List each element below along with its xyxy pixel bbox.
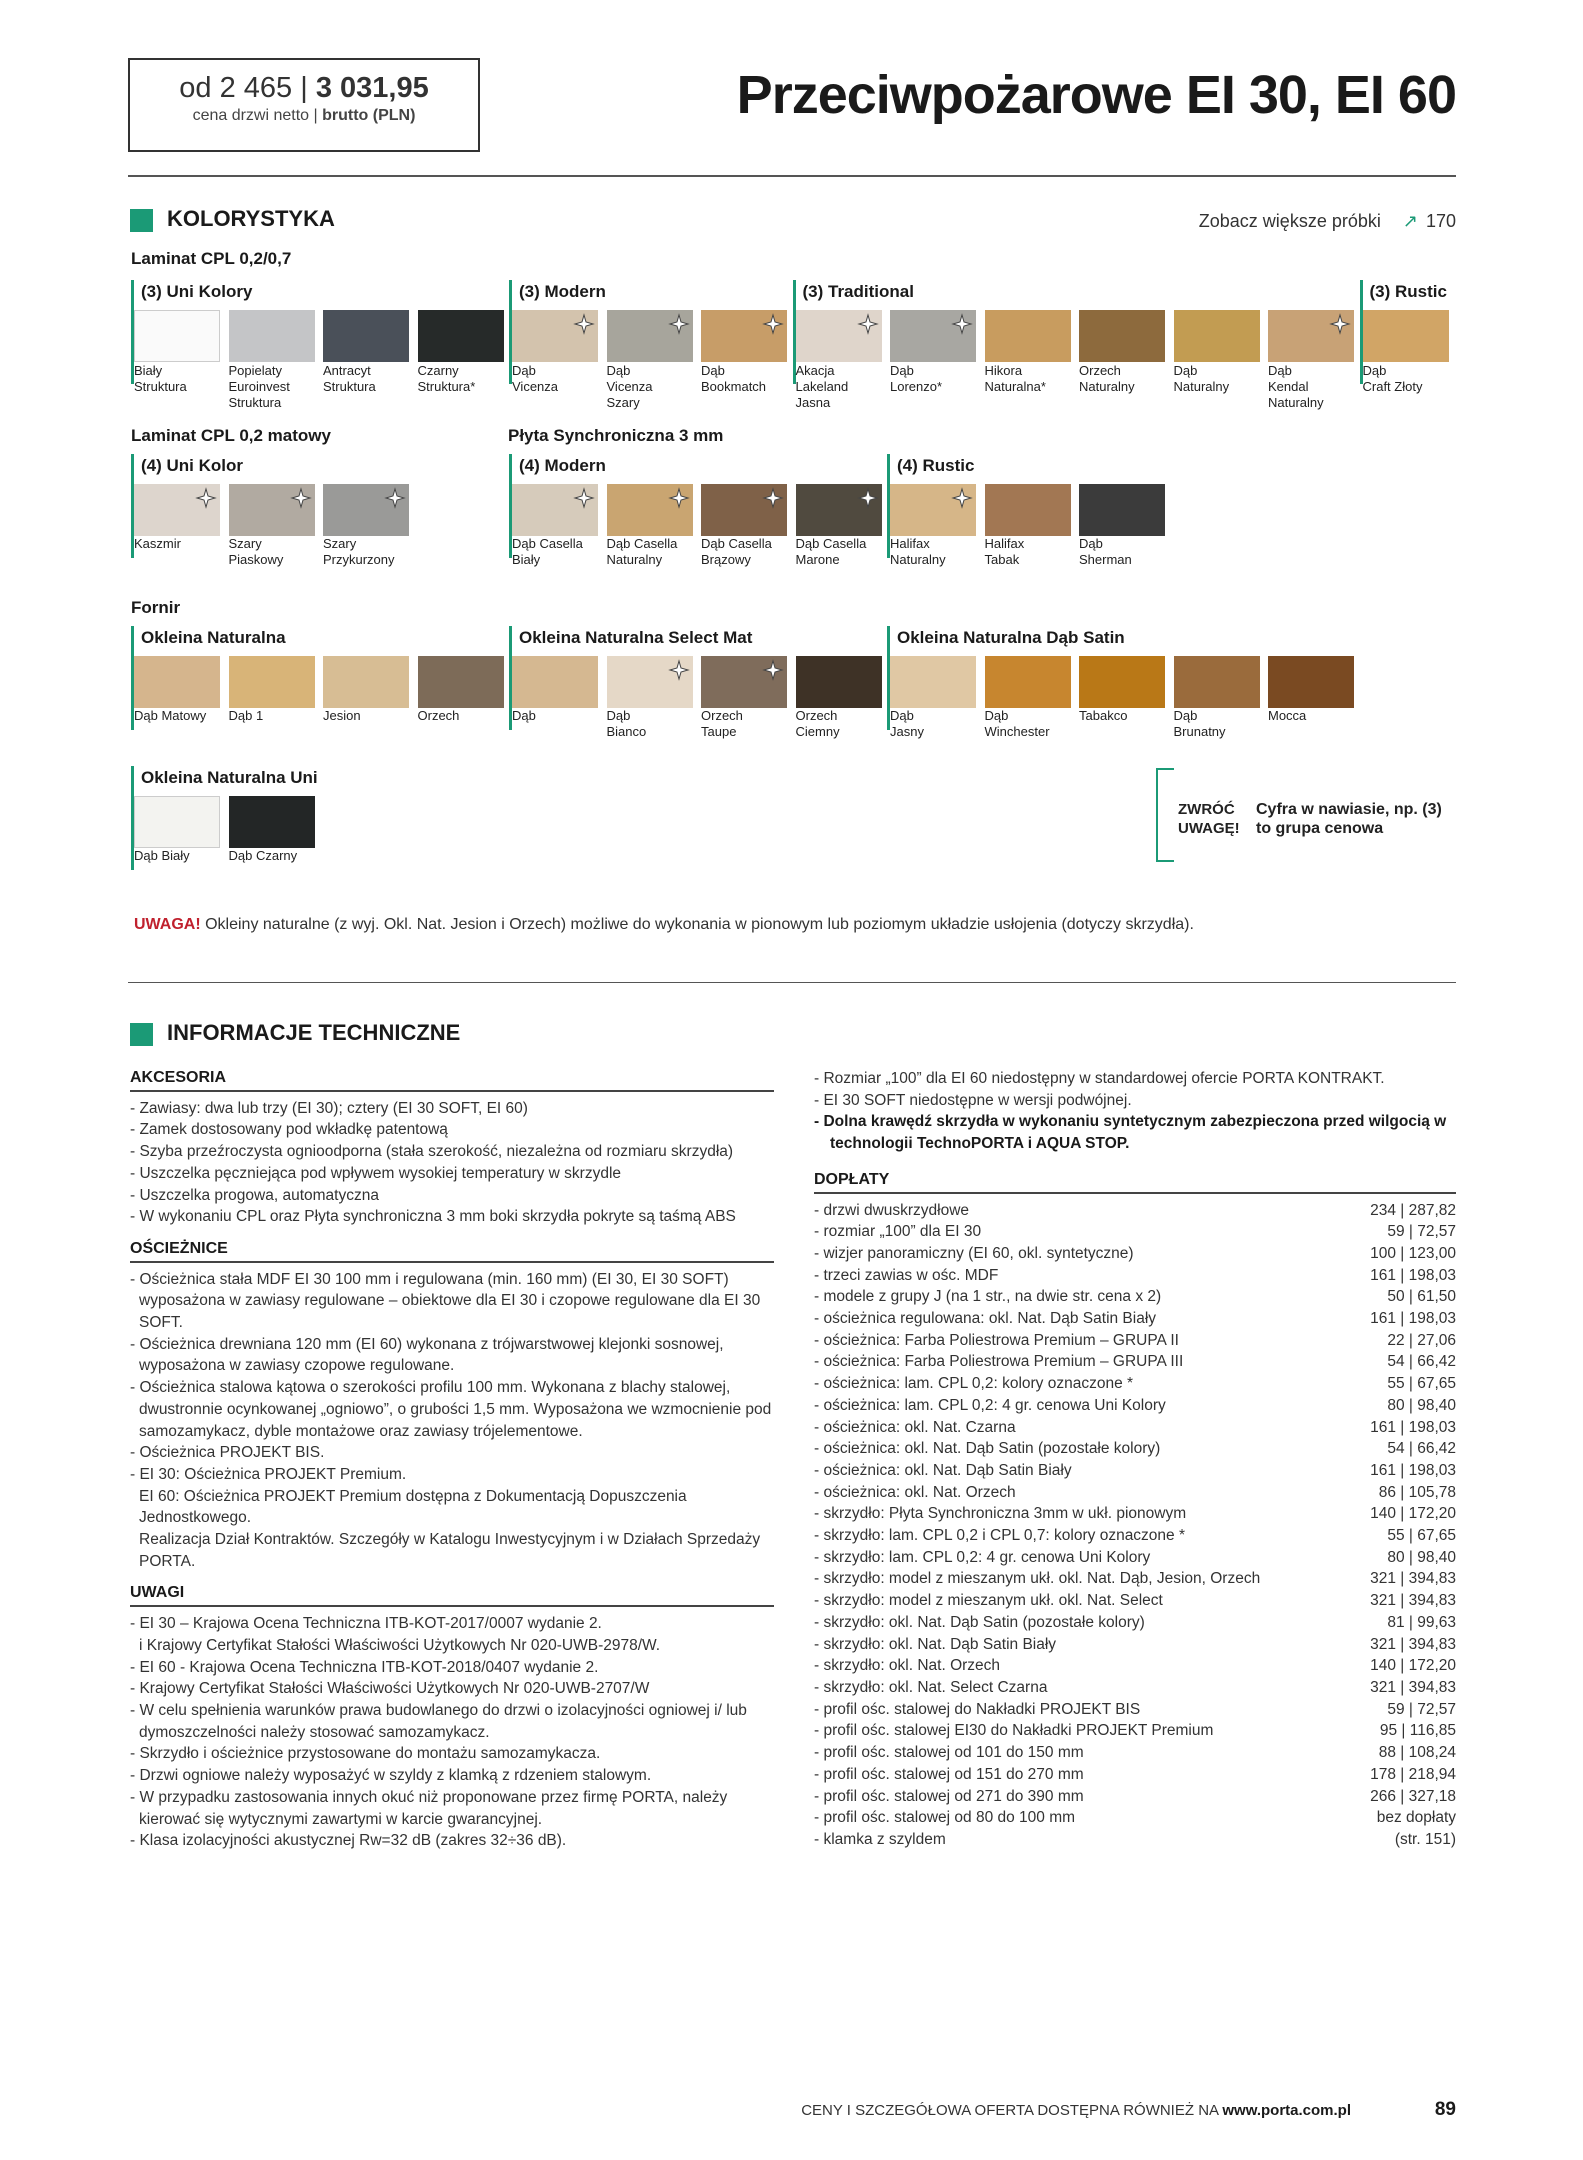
- laminat-matowy-title: Laminat CPL 0,2 matowy: [131, 426, 331, 445]
- swatch-label: Orzech Taupe: [701, 708, 743, 739]
- note-warning: ZWRÓĆ UWAGĘ!: [1178, 801, 1240, 837]
- surcharge-value: 140 | 172,20: [1370, 1505, 1456, 1523]
- warning-label: UWAGA!: [134, 916, 201, 933]
- swatch-label: Dąb Lorenzo*: [890, 363, 943, 394]
- surcharge-label: - profil ośc. stalowej od 151 do 270 mm: [814, 1765, 1084, 1783]
- table-row: [814, 1482, 1456, 1504]
- surcharge-label: - skrzydło: okl. Nat. Dąb Satin (pozostałe kolory): [814, 1613, 1145, 1631]
- color-swatch[interactable]: [701, 656, 787, 708]
- surcharge-value: 81 | 99,63: [1387, 1613, 1456, 1631]
- swatch-group-title: (3) Traditional: [802, 282, 914, 301]
- page-title: Przeciwpożarowe EI 30, EI 60: [736, 65, 1456, 125]
- tech-heading-text: INFORMACJE TECHNICZNE: [167, 1020, 461, 1045]
- surcharge-value: 140 | 172,20: [1370, 1657, 1456, 1675]
- swatch-label: Dąb Casella Brązowy: [701, 536, 772, 567]
- swatch-label: Dąb Jasny: [890, 708, 924, 739]
- swatch-label: Szary Piaskowy: [228, 536, 284, 567]
- surcharge-label: - ościeżnica: lam. CPL 0,2: 4 gr. cenowa Uni Kolory: [814, 1396, 1166, 1414]
- table-row: [814, 1395, 1456, 1417]
- color-swatch[interactable]: [1174, 656, 1260, 708]
- right-notes: [814, 1068, 1456, 1111]
- oscieznice-list: [130, 1269, 774, 1573]
- tech-right-column: [814, 1068, 1456, 1851]
- table-row: [814, 1417, 1456, 1439]
- list-item: - Szyba przeźroczysta ognioodporna (stała szerokość, niezależna od rozmiaru skrzydła): [130, 1143, 734, 1161]
- swatch-label: Akacja Lakeland Jasna: [795, 363, 849, 410]
- sparkle-icon: [573, 313, 595, 335]
- swatch-label: Orzech: [417, 708, 460, 723]
- swatch-label: Mocca: [1268, 708, 1307, 723]
- color-swatch[interactable]: [418, 656, 504, 708]
- swatch-group-title: (3) Uni Kolory: [141, 282, 253, 301]
- surcharge-label: - modele z grupy J (na 1 str., na dwie str. cena x 2): [814, 1288, 1162, 1306]
- table-row: [814, 1612, 1456, 1634]
- surcharge-label: - profil ośc. stalowej od 271 do 390 mm: [814, 1787, 1084, 1805]
- surcharge-label: - profil ośc. stalowej od 101 do 150 mm: [814, 1744, 1084, 1762]
- price-brutto: 3 031,95: [315, 72, 429, 104]
- surcharge-value: 161 | 198,03: [1370, 1418, 1456, 1436]
- price-sub-netto: cena drzwi netto: [192, 107, 310, 124]
- swatch-label: Tabakco: [1079, 708, 1128, 723]
- table-row: [814, 1503, 1456, 1525]
- sparkle-icon: [668, 313, 690, 335]
- swatch-label: Halifax Tabak: [984, 536, 1025, 567]
- swatch-label: Antracyt Struktura: [323, 363, 376, 394]
- table-row: [814, 1351, 1456, 1373]
- swatch-group-title: (3) Modern: [519, 282, 606, 301]
- swatch-label: Biały Struktura: [134, 363, 187, 394]
- color-swatch[interactable]: [607, 310, 693, 362]
- sparkle-icon: [668, 659, 690, 681]
- surcharge-value: 80 | 98,40: [1387, 1548, 1456, 1566]
- color-swatch[interactable]: [701, 310, 787, 362]
- swatch-label: Dąb Bookmatch: [701, 363, 767, 394]
- sparkle-icon: [573, 487, 595, 509]
- surcharge-value: 88 | 108,24: [1378, 1744, 1456, 1762]
- swatch-label: Dąb Bianco: [606, 708, 647, 739]
- kolorystyka-heading-text: KOLORYSTYKA: [167, 206, 335, 231]
- akcesoria-list: [130, 1098, 774, 1228]
- plyta-title: Płyta Synchroniczna 3 mm: [508, 426, 724, 445]
- surcharge-label: - drzwi dwuskrzydłowe: [814, 1201, 970, 1219]
- color-swatch[interactable]: [134, 656, 220, 708]
- surcharge-value: 321 | 394,83: [1370, 1592, 1456, 1610]
- tech-heading: [130, 1020, 460, 1046]
- list-item: - W wykonaniu CPL oraz Płyta synchroniczna 3 mm boki skrzydła pokryte są taśmą ABS: [130, 1208, 736, 1226]
- table-row: [814, 1829, 1456, 1851]
- swatch-label: Dąb Craft Złoty: [1362, 363, 1423, 394]
- surcharge-label: - wizjer panoramiczny (EI 60, okl. syntetyczne): [814, 1244, 1134, 1262]
- color-swatch[interactable]: [701, 484, 787, 536]
- surcharge-value: 54 | 66,42: [1387, 1440, 1456, 1458]
- note-bracket: [1156, 768, 1174, 862]
- surcharge-label: - rozmiar „100” dla EI 30: [814, 1223, 982, 1241]
- color-swatch[interactable]: [890, 656, 976, 708]
- oscieznice-heading: OŚCIEŻNICE: [130, 1238, 774, 1263]
- swatch-label: Dąb Casella Marone: [795, 536, 867, 567]
- swatch-label: Dąb Brunatny: [1173, 708, 1226, 739]
- list-item: - EI 30 SOFT niedostępne w wersji podwójnej.: [814, 1091, 1132, 1109]
- bottom-edge-note: [814, 1111, 1456, 1154]
- swatch-group-title: (4) Modern: [519, 456, 606, 475]
- swatch-label: Dąb Biały: [134, 848, 190, 863]
- list-item: - Ościeżnica stała MDF EI 30 100 mm i regulowana (min. 160 mm) (EI 30, EI 30 SOFT) wyposażona w zawiasy regulowane – obiektowe dla EI 30 i czopowe regulowane dla EI 30 SOFT.: [130, 1270, 761, 1332]
- table-row: [814, 1438, 1456, 1460]
- swatch-label: Dąb Czarny: [228, 848, 298, 863]
- middle-divider: [128, 982, 1456, 983]
- color-swatch[interactable]: [1174, 310, 1260, 362]
- color-swatch[interactable]: [1268, 310, 1354, 362]
- color-swatch[interactable]: [323, 656, 409, 708]
- list-item: - Drzwi ogniowe należy wyposażyć w szyldy z klamką z rdzeniem stalowym.: [130, 1767, 652, 1785]
- list-item: Realizacja Dział Kontraktów. Szczegóły w Katalogu Inwestycyjnym i w Działach Sprzedaży PORTA.: [139, 1531, 761, 1570]
- sparkle-icon: [951, 313, 973, 335]
- color-swatch[interactable]: [607, 656, 693, 708]
- table-row: [814, 1764, 1456, 1786]
- list-item: - EI 60 - Krajowa Ocena Techniczna ITB-KOT-2018/0407 wydanie 2.: [130, 1658, 599, 1676]
- footer-text: [801, 2102, 1351, 2119]
- list-item: - Zamek dostosowany pod wkładkę patentową: [130, 1121, 448, 1139]
- color-swatch[interactable]: [229, 484, 315, 536]
- color-swatch[interactable]: [607, 484, 693, 536]
- swatch-label: Hikora Naturalna*: [984, 363, 1046, 394]
- color-swatch[interactable]: [512, 656, 598, 708]
- veneer-warning: [134, 916, 1194, 934]
- color-swatch[interactable]: [512, 310, 598, 362]
- table-row: [814, 1308, 1456, 1330]
- swatch-label: Halifax Naturalny: [890, 536, 946, 567]
- swatch-label: Dąb Vicenza: [512, 363, 559, 394]
- swatch-label: Czarny Struktura*: [417, 363, 476, 394]
- color-swatch[interactable]: [985, 484, 1071, 536]
- surcharge-value: bez dopłaty: [1376, 1809, 1456, 1827]
- table-row: [814, 1525, 1456, 1547]
- swatch-label: Dąb Vicenza Szary: [606, 363, 653, 410]
- sparkle-icon: [290, 487, 312, 509]
- table-row: [814, 1330, 1456, 1352]
- swatch-label: Orzech Naturalny: [1079, 363, 1135, 394]
- swatch-label: Dąb: [512, 708, 536, 723]
- color-swatch[interactable]: [134, 484, 220, 536]
- surcharge-label: - skrzydło: okl. Nat. Dąb Satin Biały: [814, 1635, 1057, 1653]
- surcharge-value: 54 | 66,42: [1387, 1353, 1456, 1371]
- list-item: - Skrzydło i ościeżnice przystosowane do montażu samozamykacza.: [130, 1745, 601, 1763]
- surcharge-label: - ościeżnica: lam. CPL 0,2: kolory oznaczone *: [814, 1375, 1134, 1393]
- swatch-label: Dąb Winchester: [984, 708, 1050, 739]
- swatch-label: Jesion: [323, 708, 361, 723]
- swatch-label: Dąb 1: [228, 708, 264, 723]
- swatch-group-title: (4) Rustic: [897, 456, 975, 475]
- laminat-cpl-title: Laminat CPL 0,2/0,7: [131, 249, 292, 268]
- surcharge-value: 161 | 198,03: [1370, 1266, 1456, 1284]
- uwagi-heading: UWAGI: [130, 1582, 774, 1607]
- table-row: [814, 1786, 1456, 1808]
- list-item: - Rozmiar „100” dla EI 60 niedostępny w standardowej ofercie PORTA KONTRAKT.: [814, 1070, 1385, 1087]
- more-samples-label: Zobacz większe próbki: [1198, 211, 1381, 231]
- fornir-title: Fornir: [131, 598, 181, 617]
- sparkle-icon: [1329, 313, 1351, 335]
- table-row: [814, 1655, 1456, 1677]
- list-item: EI 60: Ościeżnica PROJEKT Premium dostępna z Dokumentacją Dopuszczenia Jednostkowego.: [139, 1487, 687, 1527]
- color-swatch[interactable]: [134, 310, 220, 362]
- sparkle-icon: [668, 487, 690, 509]
- color-swatch[interactable]: [1079, 656, 1165, 708]
- swatch-label: Orzech Ciemny: [795, 708, 840, 739]
- doplaty-heading: DOPŁATY: [814, 1169, 1456, 1194]
- list-item: - Klasa izolacyjności akustycznej Rw=32 dB (zakres 32÷36 dB).: [130, 1832, 567, 1850]
- warning-text: Okleiny naturalne (z wyj. Okl. Nat. Jesion i Orzech) możliwe do wykonania w pionowym lub poziomym układzie usłojenia (dotyczy skrzydła).: [200, 916, 1194, 933]
- color-swatch[interactable]: [229, 656, 315, 708]
- surcharge-label: - klamka z szyldem: [814, 1830, 946, 1848]
- section-marker: [130, 1023, 153, 1046]
- page-number: 89: [1434, 2099, 1456, 2120]
- surcharge-value: 55 | 67,65: [1387, 1375, 1456, 1393]
- surcharge-value: 234 | 287,82: [1370, 1201, 1456, 1219]
- surcharge-value: 50 | 61,50: [1387, 1288, 1456, 1306]
- table-row: [814, 1720, 1456, 1742]
- sparkle-icon: [384, 487, 406, 509]
- surcharge-label: - skrzydło: model z mieszanym ukł. okl. Nat. Dąb, Jesion, Orzech: [814, 1570, 1261, 1588]
- surcharge-label: - profil ośc. stalowej od 80 do 100 mm: [814, 1809, 1076, 1827]
- more-samples-page: 170: [1425, 211, 1456, 231]
- swatch-label: Szary Przykurzony: [323, 536, 395, 567]
- surcharge-value: (str. 151): [1394, 1830, 1456, 1848]
- list-item: - EI 30: Ościeżnica PROJEKT Premium.: [130, 1465, 407, 1483]
- sparkle-icon: [195, 487, 217, 509]
- sparkle-icon: [762, 659, 784, 681]
- table-row: [814, 1742, 1456, 1764]
- swatch-label: Dąb Naturalny: [1173, 363, 1230, 394]
- surcharge-value: 55 | 67,65: [1387, 1527, 1456, 1545]
- table-row: [814, 1677, 1456, 1699]
- table-row: [814, 1590, 1456, 1612]
- color-swatch[interactable]: [229, 796, 315, 848]
- color-swatch[interactable]: [985, 656, 1071, 708]
- list-item: - Ościeżnica PROJEKT BIS.: [130, 1444, 325, 1462]
- surcharge-value: 95 | 116,85: [1379, 1722, 1456, 1740]
- surcharge-label: - ościeżnica: okl. Nat. Dąb Satin Biały: [814, 1461, 1072, 1479]
- surcharge-label: - profil ośc. stalowej do Nakładki PROJEKT BIS: [814, 1700, 1141, 1718]
- color-swatch[interactable]: [796, 484, 882, 536]
- price-netto: od 2 465: [179, 72, 293, 104]
- surcharge-label: - ościeżnica: Farba Poliestrowa Premium – GRUPA II: [814, 1331, 1179, 1349]
- color-swatch[interactable]: [890, 484, 976, 536]
- table-row: [814, 1243, 1456, 1265]
- note-text: Cyfra w nawiasie, np. (3) to grupa cenowa: [1256, 801, 1442, 837]
- bottom-edge-dash: -: [814, 1113, 824, 1131]
- surcharge-value: 178 | 218,94: [1370, 1765, 1456, 1783]
- footer-link[interactable]: www.porta.com.pl: [1222, 2102, 1351, 2119]
- color-swatch[interactable]: [1079, 310, 1165, 362]
- color-swatch[interactable]: [796, 656, 882, 708]
- list-item: - Ościeżnica drewniana 120 mm (EI 60) wykonana z trójwarstwowej klejonki sosnowej, wyposażona w zawiasy czopowe regulowane.: [130, 1335, 724, 1375]
- price-subtitle: cena drzwi netto | brutto (PLN): [192, 107, 416, 124]
- surcharge-value: 22 | 27,06: [1387, 1331, 1456, 1349]
- table-row: [814, 1568, 1456, 1590]
- color-swatch[interactable]: [796, 310, 882, 362]
- surcharge-value: 100 | 123,00: [1370, 1244, 1456, 1262]
- bottom-edge-text: Dolna krawędź skrzydła w wykonaniu syntetycznym zabezpieczona przed wilgocią w technologii TechnoPORTA i AQUA STOP.: [823, 1113, 1447, 1153]
- surcharge-value: 86 | 105,78: [1378, 1483, 1456, 1501]
- list-item: - Ościeżnica stalowa kątowa o szerokości profilu 100 mm. Wykonana z blachy stalowej, dwustronnie ocynkowanej „ogniowo”, o grubości 1,5 mm. Wyposażona we wzmocnienie pod samozamykacz, dyble montażowe oraz zawiasy trójelementowe.: [130, 1379, 772, 1440]
- table-row: [814, 1547, 1456, 1569]
- surcharge-label: - profil ośc. stalowej EI30 do Nakładki PROJEKT Premium: [814, 1722, 1214, 1740]
- table-row: [814, 1634, 1456, 1656]
- surcharge-value: 321 | 394,83: [1370, 1635, 1456, 1653]
- swatch-group-title: Okleina Naturalna Dąb Satin: [897, 628, 1125, 647]
- surcharge-label: - ościeżnica regulowana: okl. Nat. Dąb Satin Biały: [814, 1310, 1157, 1328]
- color-swatch[interactable]: [890, 310, 976, 362]
- swatch-group-title: (4) Uni Kolor: [141, 456, 243, 475]
- swatch-group-title: (3) Rustic: [1369, 282, 1447, 301]
- surcharge-label: - skrzydło: okl. Nat. Orzech: [814, 1657, 1001, 1675]
- table-row: [814, 1460, 1456, 1482]
- table-row: [814, 1200, 1456, 1222]
- swatch-label: Dąb Casella Biały: [512, 536, 583, 567]
- color-swatch[interactable]: [1079, 484, 1165, 536]
- sparkle-icon: [857, 313, 879, 335]
- color-swatch[interactable]: [985, 310, 1071, 362]
- list-item: - Zawiasy: dwa lub trzy (EI 30); cztery (EI 30 SOFT, EI 60): [130, 1099, 528, 1117]
- price-group-note: [1156, 768, 1456, 862]
- price-sub-brutto: brutto (PLN): [322, 107, 416, 124]
- surcharge-label: - skrzydło: lam. CPL 0,2 i CPL 0,7: kolory oznaczone *: [814, 1527, 1186, 1545]
- doplaty-table: [814, 1200, 1456, 1851]
- list-item: - Uszczelka pęczniejąca pod wpływem wysokiej temperatury w skrzydle: [130, 1164, 622, 1182]
- color-swatch[interactable]: [134, 796, 220, 848]
- color-swatch[interactable]: [418, 310, 504, 362]
- table-row: [814, 1265, 1456, 1287]
- surcharge-value: 161 | 198,03: [1370, 1310, 1456, 1328]
- surcharge-label: - skrzydło: lam. CPL 0,2: 4 gr. cenowa Uni Kolory: [814, 1548, 1151, 1566]
- swatch-label: Dąb Matowy: [134, 708, 207, 723]
- surcharge-label: - ościeżnica: Farba Poliestrowa Premium – GRUPA III: [814, 1353, 1184, 1371]
- swatch-group-title: Okleina Naturalna Select Mat: [519, 628, 753, 647]
- surcharge-label: - skrzydło: model z mieszanym ukł. okl. Nat. Select: [814, 1592, 1163, 1610]
- surcharge-value: 161 | 198,03: [1370, 1461, 1456, 1479]
- surcharge-value: 266 | 327,18: [1370, 1787, 1456, 1805]
- table-row: [814, 1373, 1456, 1395]
- surcharge-value: 80 | 98,40: [1387, 1396, 1456, 1414]
- table-row: [814, 1286, 1456, 1308]
- surcharge-label: - ościeżnica: okl. Nat. Dąb Satin (pozostałe kolory): [814, 1440, 1161, 1458]
- swatch-label: Dąb Casella Naturalny: [606, 536, 678, 567]
- swatch-label: Popielaty Euroinvest Struktura: [228, 363, 290, 410]
- color-swatch[interactable]: [229, 310, 315, 362]
- list-item: - Uszczelka progowa, automatyczna: [130, 1186, 379, 1204]
- sparkle-icon: [951, 487, 973, 509]
- swatch-label: Dąb Kendal Naturalny: [1268, 363, 1324, 410]
- surcharge-label: - ościeżnica: okl. Nat. Orzech: [814, 1483, 1016, 1501]
- swatch-label: Dąb Sherman: [1079, 536, 1132, 567]
- surcharge-label: - skrzydło: okl. Nat. Select Czarna: [814, 1678, 1048, 1696]
- surcharge-label: - trzeci zawias w ośc. MDF: [814, 1266, 999, 1284]
- akcesoria-heading: AKCESORIA: [130, 1067, 774, 1092]
- color-swatch[interactable]: [1363, 310, 1449, 362]
- list-item: i Krajowy Certyfikat Stałości Właściwości Użytkowych Nr 020-UWB-2978/W.: [139, 1636, 661, 1654]
- table-row: [814, 1699, 1456, 1721]
- color-swatch[interactable]: [512, 484, 598, 536]
- table-row: [814, 1221, 1456, 1243]
- uwagi-list: [130, 1613, 774, 1852]
- color-swatch[interactable]: [323, 310, 409, 362]
- color-swatch[interactable]: [1268, 656, 1354, 708]
- footer-label: CENY I SZCZEGÓŁOWA OFERTA DOSTĘPNA RÓWNIEŻ NA: [801, 2102, 1223, 2119]
- table-row: [814, 1807, 1456, 1829]
- surcharge-value: 59 | 72,57: [1387, 1700, 1456, 1718]
- color-swatch[interactable]: [323, 484, 409, 536]
- list-item: - EI 30 – Krajowa Ocena Techniczna ITB-KOT-2017/0007 wydanie 2.: [130, 1615, 602, 1633]
- swatch-group-title: Okleina Naturalna: [141, 628, 286, 647]
- sparkle-icon: [762, 487, 784, 509]
- tech-left-column: [130, 1067, 774, 1852]
- list-item: - W przypadku zastosowania innych okuć niż proponowane przez firmę PORTA, należy kierować się wytycznymi zawartymi w karcie gwarancyjnej.: [130, 1788, 728, 1828]
- surcharge-value: 59 | 72,57: [1387, 1223, 1456, 1241]
- arrow-up-right-icon: ↗: [1402, 211, 1418, 231]
- surcharge-label: - skrzydło: Płyta Synchroniczna 3mm w ukł. pionowym: [814, 1505, 1187, 1523]
- list-item: - Krajowy Certyfikat Stałości Właściwości Użytkowych Nr 020-UWB-2707/W: [130, 1680, 650, 1698]
- surcharge-value: 321 | 394,83: [1370, 1678, 1456, 1696]
- surcharge-value: 321 | 394,83: [1370, 1570, 1456, 1588]
- swatch-label: Kaszmir: [134, 536, 181, 551]
- swatch-group-title: Okleina Naturalna Uni: [141, 768, 318, 787]
- sparkle-icon: [857, 487, 879, 509]
- list-item: - W celu spełnienia warunków prawa budowlanego do drzwi o izolacyjności ogniowej i/ lub dymoszczelności należy stosować samozamykacz.: [130, 1701, 747, 1741]
- sparkle-icon: [762, 313, 784, 335]
- price-line: od 2 465 | 3 031,95: [179, 72, 429, 104]
- surcharge-label: - ościeżnica: okl. Nat. Czarna: [814, 1418, 1016, 1436]
